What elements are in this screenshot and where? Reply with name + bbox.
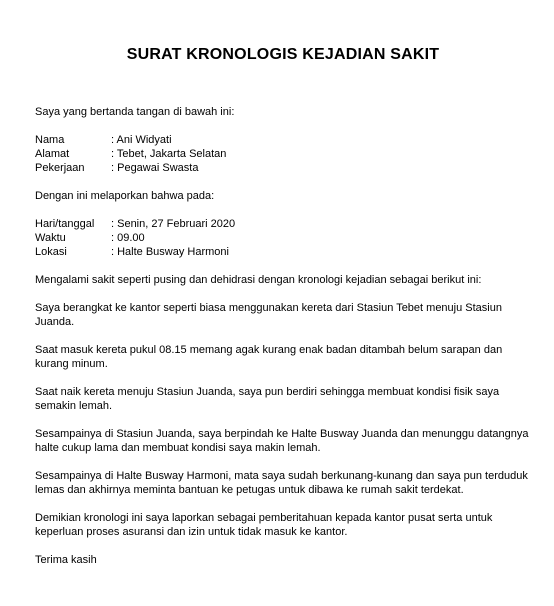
report-intro-text: Dengan ini melaporkan bahwa pada:	[35, 190, 215, 202]
field-label: Lokasi	[35, 246, 67, 258]
document-body	[35, 105, 535, 567]
paragraph-5: Sesampainya di Stasiun Juanda, saya berpindah ke Halte Busway Juanda dan menunggu datangnya halte cukup lama dan membuat kondisi saya makin lemah.	[35, 428, 529, 454]
field-value: : Halte Busway Harmoni	[111, 246, 229, 258]
field-value: : Senin, 27 Februari 2020	[111, 218, 236, 230]
paragraph-6: Sesampainya di Halte Busway Harmoni, mata saya sudah berkunang-kunang dan saya pun terduduk lemas dan akhirnya meminta bantuan ke petugas untuk dibawa ke rumah sakit terdekat.	[35, 470, 528, 496]
paragraph-4: Saat naik kereta menuju Stasiun Juanda, saya pun berdiri sehingga membuat kondisi fisik saya semakin lemah.	[35, 386, 500, 412]
identity-row-alamat	[35, 147, 535, 161]
field-label: Waktu	[35, 232, 66, 244]
paragraph-7: Demikian kronologi ini saya laporkan sebagai pemberitahuan kepada kantor pusat serta untuk keperluan proses asuransi dan izin untuk tidak masuk ke kantor.	[35, 512, 493, 538]
identity-block	[35, 133, 535, 175]
paragraph-2: Saya berangkat ke kantor seperti biasa menggunakan kereta dari Stasiun Tebet menuju Stasiun Juanda.	[35, 302, 502, 328]
field-label: Hari/tanggal	[35, 218, 95, 230]
intro-text: Saya yang bertanda tangan di bawah ini:	[35, 106, 235, 118]
event-block	[35, 217, 535, 259]
identity-row-nama	[35, 133, 535, 147]
closing-text: Terima kasih	[35, 554, 97, 566]
field-label: Nama	[35, 134, 65, 146]
event-row-location	[35, 245, 535, 259]
event-row-time	[35, 231, 535, 245]
field-value: : Tebet, Jakarta Selatan	[111, 148, 227, 160]
identity-row-pekerjaan	[35, 161, 535, 175]
field-label: Pekerjaan	[35, 162, 85, 174]
field-value: : Pegawai Swasta	[111, 162, 199, 174]
field-value: : 09.00	[111, 232, 145, 244]
paragraph-3: Saat masuk kereta pukul 08.15 memang agak kurang enak badan ditambah belum sarapan dan kurang minum.	[35, 344, 503, 370]
field-label: Alamat	[35, 148, 70, 160]
document-title: SURAT KRONOLOGIS KEJADIAN SAKIT	[126, 46, 440, 63]
field-value: : Ani Widyati	[111, 134, 172, 146]
event-row-date	[35, 217, 535, 231]
paragraph-1: Mengalami sakit seperti pusing dan dehidrasi dengan kronologi kejadian sebagai berikut ini:	[35, 274, 482, 286]
